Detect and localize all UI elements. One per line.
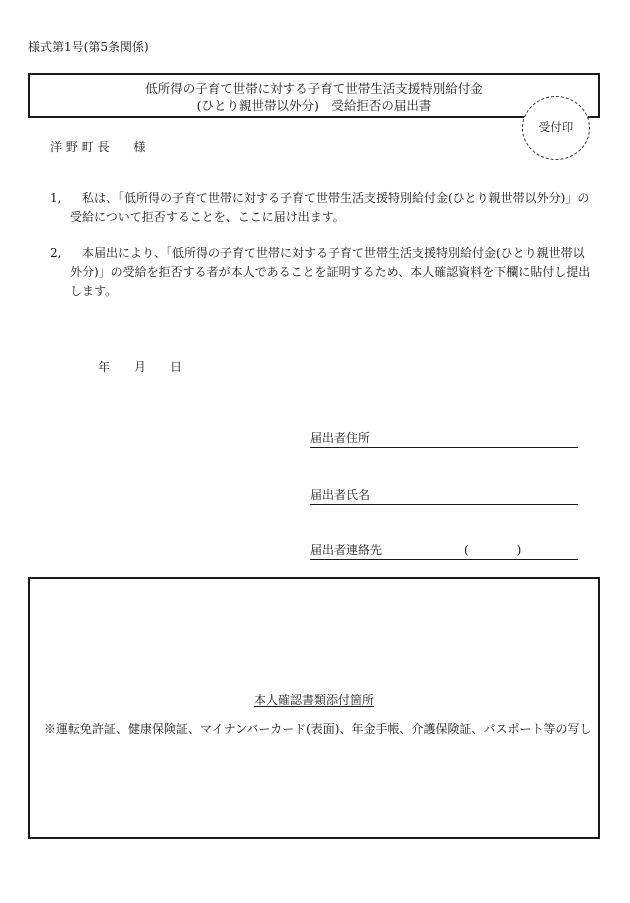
item-number: 2, [50,246,62,260]
applicant-address-label: 届出者住所 [310,431,371,445]
item-line: 本届出により、「低所得の子育て世帯に対する子育て世帯生活支援特別給付金(ひとり親世帯以 [82,246,585,260]
applicant-contact-field[interactable] [310,541,578,560]
title-line-2: (ひとり親世帯以外分) 受給拒否の届出書 [196,98,432,113]
id-attachment-note: ※運転免許証、健康保険証、マイナンバーカード(表面)、年金手帳、介護保険証、パスポート等の写し [44,722,592,736]
item-line: します。 [70,284,118,298]
id-attachment-title: 本人確認書類添付箇所 [253,693,374,707]
reception-stamp-label: 受付印 [538,120,574,134]
item-line: 外分)」の受給を拒否する者が本人であることを証明するため、本人確認資料を下欄に貼付し提出 [70,265,591,279]
title-line-1: 低所得の子育て世帯に対する子育て世帯生活支援特別給付金 [145,81,483,96]
contact-area-code-parens: ( ) [464,543,522,557]
applicant-address-field[interactable] [310,429,578,448]
applicant-name-field[interactable] [310,486,578,505]
form-number: 様式第1号(第5条関係) [28,40,149,54]
id-document-attachment-area[interactable] [28,577,600,839]
item-line: 受給について拒否することを、ここに届け出ます。 [70,210,345,224]
addressee: 洋 野 町 長 様 [50,140,146,154]
reception-stamp-area [522,96,590,160]
document-title-box [28,73,600,118]
applicant-contact-label: 届出者連絡先 [310,543,383,557]
date-field[interactable]: 年 月 日 [98,360,183,374]
applicant-name-label: 届出者氏名 [310,488,371,502]
item-line: 私は、「低所得の子育て世帯に対する子育て世帯生活支援特別給付金(ひとり親世帯以外分)」の [82,191,590,205]
item-number: 1, [50,191,62,205]
